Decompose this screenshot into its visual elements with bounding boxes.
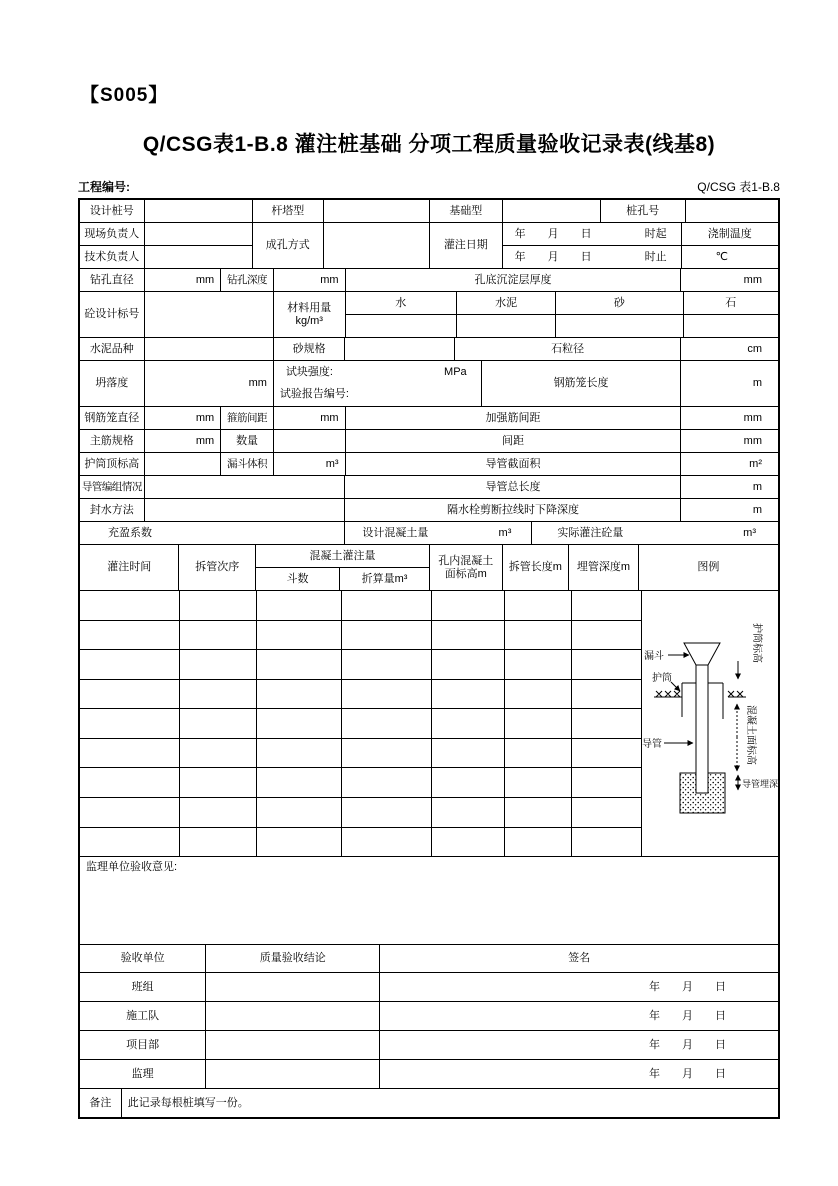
- label-drill-diameter: 钻孔直径: [80, 269, 145, 291]
- blank-cell: [180, 621, 257, 650]
- blank-cell: [686, 200, 778, 222]
- blank-cell: [342, 650, 432, 679]
- label-cement: 水泥: [457, 292, 556, 314]
- blank-cell: [80, 650, 180, 679]
- blank-cell: [206, 973, 380, 1001]
- pour-amount-group-label: 混凝土灌注量: [256, 545, 429, 568]
- label-cage-diameter: 钢筋笼直径: [80, 407, 145, 429]
- unit-m: m: [752, 503, 763, 516]
- col-pipe-removal-order: 拆管次序: [179, 545, 256, 590]
- col-pour-time: 灌注时间: [80, 545, 179, 590]
- label-cement-type: 水泥品种: [80, 338, 145, 360]
- label-block-strength: 试块强度:: [285, 365, 333, 378]
- blank-cell: [80, 828, 180, 857]
- signature-date: 年 月 日: [649, 1038, 726, 1051]
- label-project-dept: 项目部: [80, 1031, 206, 1059]
- funnel-label: 漏斗: [644, 651, 664, 662]
- label-funnel-volume: 漏斗体积: [221, 453, 274, 475]
- form-title: Q/CSG表1-B.8 灌注桩基础 分项工程质量验收记录表(线基8): [142, 133, 716, 156]
- unit-mm: mm: [145, 430, 222, 452]
- project-number-label: 工程编号:: [78, 180, 130, 194]
- blank-cell: [432, 828, 505, 857]
- label-stirrup-spacing: 箍筋间距: [221, 407, 274, 429]
- label-site-manager: 现场负责人: [80, 223, 144, 246]
- label-tech-manager: 技术负责人: [84, 250, 140, 263]
- blank-cell: [342, 621, 432, 650]
- pipe-label: 导管: [642, 739, 662, 750]
- tremie-pipe-shape: [696, 665, 708, 793]
- label-pile-hole-no: 桩孔号: [601, 200, 686, 222]
- blank-cell: [145, 453, 222, 475]
- material-usage-line2: kg/m³: [295, 314, 323, 327]
- date-start-row: [503, 223, 681, 246]
- unit-mm: mm: [145, 407, 222, 429]
- time-end-suffix: 时止: [644, 250, 667, 263]
- remark-text: 此记录每根桩填写一份。: [127, 1096, 249, 1109]
- col-removed-pipe-length: 拆管长度m: [503, 545, 570, 590]
- blank-cell: [257, 739, 342, 768]
- unit-m: m: [752, 480, 763, 493]
- row-main-bar: [80, 430, 778, 453]
- casing-arrow: [671, 682, 680, 691]
- col-in-hole-concrete-level: [430, 545, 503, 590]
- ground-hatch-right: [728, 691, 746, 697]
- blank-cell: [180, 709, 257, 738]
- blank-cell: [505, 798, 572, 827]
- row-materials: [80, 292, 778, 338]
- label-drill-depth: 钻孔深度: [221, 269, 274, 291]
- casing-label: 护筒: [652, 673, 672, 684]
- blank-cell: [345, 338, 454, 360]
- blank-cell: [257, 828, 342, 857]
- time-start-suffix: 时起: [644, 227, 667, 240]
- material-columns: [346, 292, 778, 337]
- casing-elevation-label: 护筒标高: [751, 623, 762, 663]
- blank-cell: [145, 476, 346, 498]
- blank-cell: [572, 650, 642, 679]
- ground-hatch-left: [654, 691, 682, 697]
- pour-empty-row: [80, 828, 642, 857]
- label-tower-type: 杆塔型: [253, 200, 324, 222]
- col-converted-volume: 折算量m³: [361, 572, 408, 585]
- label-remark: 备注: [80, 1089, 122, 1117]
- pour-rows-grid: [80, 591, 642, 856]
- blank-cell: [257, 621, 342, 650]
- blank-cell: [346, 315, 457, 337]
- row-slump-strength: [80, 361, 778, 407]
- blank-cell: [257, 709, 342, 738]
- label-report-no: 试验报告编号:: [279, 388, 349, 401]
- pour-empty-row: [80, 650, 642, 680]
- blank-cell: [180, 768, 257, 797]
- label-main-bar-spec: 主筋规格: [80, 430, 145, 452]
- material-header-row: [346, 292, 778, 315]
- label-quantity: 数量: [221, 430, 274, 452]
- blank-cell: [572, 739, 642, 768]
- label-foundation-type: 基础型: [430, 200, 503, 222]
- blank-cell: [145, 223, 252, 246]
- blank-cell: [257, 768, 342, 797]
- pour-temperature: [682, 223, 778, 268]
- blank-cell: [80, 739, 180, 768]
- label-water: 水: [346, 292, 457, 314]
- label-slump: 坍落度: [80, 361, 145, 406]
- blank-cell: [324, 223, 430, 268]
- blank-cell: [145, 499, 346, 521]
- actual-volume-cell: [532, 522, 778, 544]
- blank-cell: [572, 768, 642, 797]
- blank-cell: [257, 650, 342, 679]
- blank-cell: [572, 828, 642, 857]
- in-hole-level-line2: 面标高m: [444, 567, 487, 580]
- signature-row-crew: [80, 973, 778, 1002]
- label-pour-temp: 浇制温度: [682, 223, 778, 246]
- blank-cell: [432, 591, 505, 620]
- label-construction-team: 施工队: [80, 1002, 206, 1030]
- blank-cell-stacked: [145, 223, 253, 268]
- label-design-pile-no: 设计桩号: [80, 200, 145, 222]
- record-form-table: [78, 198, 780, 1119]
- signature-date: 年 月 日: [649, 1009, 726, 1022]
- date-end-row: [503, 246, 681, 268]
- blank-cell: [432, 680, 505, 709]
- unit-mm: mm: [145, 269, 222, 291]
- blank-cell: [145, 338, 274, 360]
- blank-cell: [505, 709, 572, 738]
- blank-cell: [505, 768, 572, 797]
- col-embedded-pipe-depth: 埋管深度m: [569, 545, 639, 590]
- blank-cell: [432, 650, 505, 679]
- row-pile-identity: [80, 200, 778, 223]
- pour-empty-row: [80, 739, 642, 769]
- blank-cell: [257, 591, 342, 620]
- blank-cell: [180, 739, 257, 768]
- blank-cell: [80, 621, 180, 650]
- concrete-level-label: 混凝土面标高: [745, 705, 756, 765]
- blank-cell: [180, 591, 257, 620]
- blank-cell: [505, 591, 572, 620]
- form-code: 【S005】: [80, 85, 169, 106]
- row-fill-factor: [80, 522, 778, 545]
- label-pipe-grouping: 导管编组情况: [80, 476, 145, 498]
- date-placeholder: 年 月 日: [514, 227, 592, 240]
- row-pipe-grouping: [80, 476, 778, 499]
- blank-cell: [505, 650, 572, 679]
- col-concrete-pour-amount: [256, 545, 430, 590]
- blank-cell: [257, 798, 342, 827]
- col-quality-conclusion: 质量验收结论: [206, 945, 380, 972]
- label-sediment-thickness: 孔底沉淀层厚度: [346, 269, 682, 291]
- blank-cell: [342, 709, 432, 738]
- label-material-usage: [274, 292, 346, 337]
- row-cement-type: [80, 338, 778, 361]
- row-supervision-opinion: [80, 857, 778, 945]
- unit-m3: m³: [743, 526, 756, 539]
- blank-cell: [206, 1060, 380, 1088]
- unit-cm: cm: [747, 342, 762, 355]
- blank-cell: [145, 246, 252, 268]
- blank-cell: [432, 768, 505, 797]
- blank-cell: [180, 650, 257, 679]
- unit-m2: m²: [749, 457, 762, 470]
- blank-cell: [684, 315, 778, 337]
- col-legend: 图例: [697, 561, 720, 574]
- row-cage: [80, 407, 778, 430]
- material-usage-line1: 材料用量: [287, 301, 332, 314]
- unit-mm: mm: [274, 269, 346, 291]
- row-casing-top: [80, 453, 778, 476]
- label-plug-drop-depth: 隔水栓剪断拉线时下降深度: [345, 499, 681, 521]
- label-sand: 砂: [556, 292, 683, 314]
- label-cage-length: 钢筋笼长度: [482, 361, 682, 406]
- pour-empty-row: [80, 709, 642, 739]
- pour-empty-row: [80, 768, 642, 798]
- blank-cell: [206, 1031, 380, 1059]
- blank-cell: [145, 292, 274, 337]
- label-spacing: 间距: [346, 430, 682, 452]
- unit-mm: mm: [743, 434, 762, 447]
- blank-cell: [572, 798, 642, 827]
- pour-date-times: [503, 223, 682, 268]
- in-hole-level-line1: 孔内混凝土: [438, 554, 494, 567]
- funnel-shape: [684, 643, 720, 665]
- signature-row-construction-team: [80, 1002, 778, 1031]
- pour-table-body: [80, 591, 778, 857]
- row-managers-date: [80, 223, 778, 269]
- strength-report-cell: [274, 361, 482, 406]
- blank-cell: [457, 315, 556, 337]
- blank-cell: [505, 621, 572, 650]
- blank-cell: [505, 828, 572, 857]
- form-reference: Q/CSG 表1-B.8: [697, 180, 780, 194]
- unit-m: m: [752, 377, 762, 390]
- blank-cell: [324, 200, 430, 222]
- unit-mpa: MPa: [444, 365, 467, 378]
- col-buckets: 斗数: [256, 568, 340, 590]
- labels-managers: [80, 223, 145, 268]
- signature-row-project-dept: [80, 1031, 778, 1060]
- legend-diagram-cell: [642, 591, 782, 856]
- row-sealing: [80, 499, 778, 522]
- blank-cell: [432, 621, 505, 650]
- unit-celsius: ℃: [715, 250, 728, 263]
- acceptance-header: [80, 945, 778, 973]
- blank-cell: [432, 798, 505, 827]
- label-stone-size: 石粒径: [455, 338, 682, 360]
- label-concrete-grade: 砼设计标号: [80, 292, 145, 337]
- label-sand-spec: 砂规格: [274, 338, 346, 360]
- blank-cell: [145, 200, 253, 222]
- unit-mm: mm: [743, 273, 762, 286]
- blank-cell: [505, 739, 572, 768]
- signature-date: 年 月 日: [649, 1067, 726, 1080]
- signature-date: 年 月 日: [649, 980, 726, 993]
- blank-cell: [180, 798, 257, 827]
- blank-cell: [274, 430, 346, 452]
- blank-cell: [80, 680, 180, 709]
- date-placeholder: 年 月 日: [514, 250, 592, 263]
- blank-cell: [432, 709, 505, 738]
- embed-depth-label: 导管埋深: [742, 779, 779, 789]
- pour-empty-row: [80, 621, 642, 651]
- meta-line: [78, 178, 780, 195]
- pile-pour-diagram: [642, 591, 782, 855]
- label-supervisor: 监理: [80, 1060, 206, 1088]
- blank-cell: [80, 768, 180, 797]
- blank-cell: [342, 591, 432, 620]
- label-actual-pour-volume: 实际灌注砼量: [557, 526, 624, 539]
- blank-cell: [342, 768, 432, 797]
- blank-cell: [342, 828, 432, 857]
- col-signature: 签名: [568, 952, 591, 965]
- pour-empty-row: [80, 591, 642, 621]
- pour-empty-row: [80, 680, 642, 710]
- material-value-row: [346, 315, 778, 337]
- blank-cell: [432, 739, 505, 768]
- blank-cell: [572, 709, 642, 738]
- pour-amount-subheaders: [256, 568, 429, 590]
- blank-cell: [572, 680, 642, 709]
- label-casing-top-elevation: 护筒顶标高: [80, 453, 145, 475]
- label-design-concrete-volume: 设计混凝土量: [362, 526, 429, 539]
- blank-cell: [180, 828, 257, 857]
- blank-cell: [80, 709, 180, 738]
- label-pour-date: 灌注日期: [430, 223, 503, 268]
- blank-cell: [342, 739, 432, 768]
- blank-cell: [572, 621, 642, 650]
- unit-m3: m³: [274, 453, 346, 475]
- row-remark: [80, 1089, 778, 1117]
- blank-cell: [206, 1002, 380, 1030]
- blank-cell: [180, 680, 257, 709]
- pour-table-header: [80, 545, 778, 591]
- label-crew: 班组: [80, 973, 206, 1001]
- signature-row-supervisor: [80, 1060, 778, 1089]
- blank-cell: [572, 591, 642, 620]
- label-stone: 石: [725, 296, 737, 309]
- blank-cell: [342, 798, 432, 827]
- block-strength-line: [274, 361, 481, 384]
- blank-cell: [257, 680, 342, 709]
- blank-cell: [80, 591, 180, 620]
- label-stiffener-spacing: 加强筋间距: [346, 407, 682, 429]
- label-pipe-section-area: 导管截面积: [346, 453, 682, 475]
- unit-mm: mm: [145, 361, 274, 406]
- design-volume-cell: [345, 522, 532, 544]
- label-sealing-method: 封水方法: [80, 499, 145, 521]
- blank-cell: [556, 315, 683, 337]
- blank-cell: [503, 200, 601, 222]
- label-pipe-total-length: 导管总长度: [345, 476, 681, 498]
- label-hole-method: 成孔方式: [253, 223, 324, 268]
- unit-mm: mm: [743, 411, 762, 424]
- blank-cell: [505, 680, 572, 709]
- blank-cell: [342, 680, 432, 709]
- pour-empty-row: [80, 798, 642, 828]
- unit-mm: mm: [274, 407, 346, 429]
- supervision-opinion-label: 监理单位验收意见:: [86, 861, 178, 873]
- col-acceptance-unit: 验收单位: [80, 945, 206, 972]
- label-fill-factor: 充盈系数: [80, 522, 345, 544]
- blank-cell: [80, 798, 180, 827]
- unit-m3: m³: [498, 526, 512, 539]
- row-drill: [80, 269, 778, 292]
